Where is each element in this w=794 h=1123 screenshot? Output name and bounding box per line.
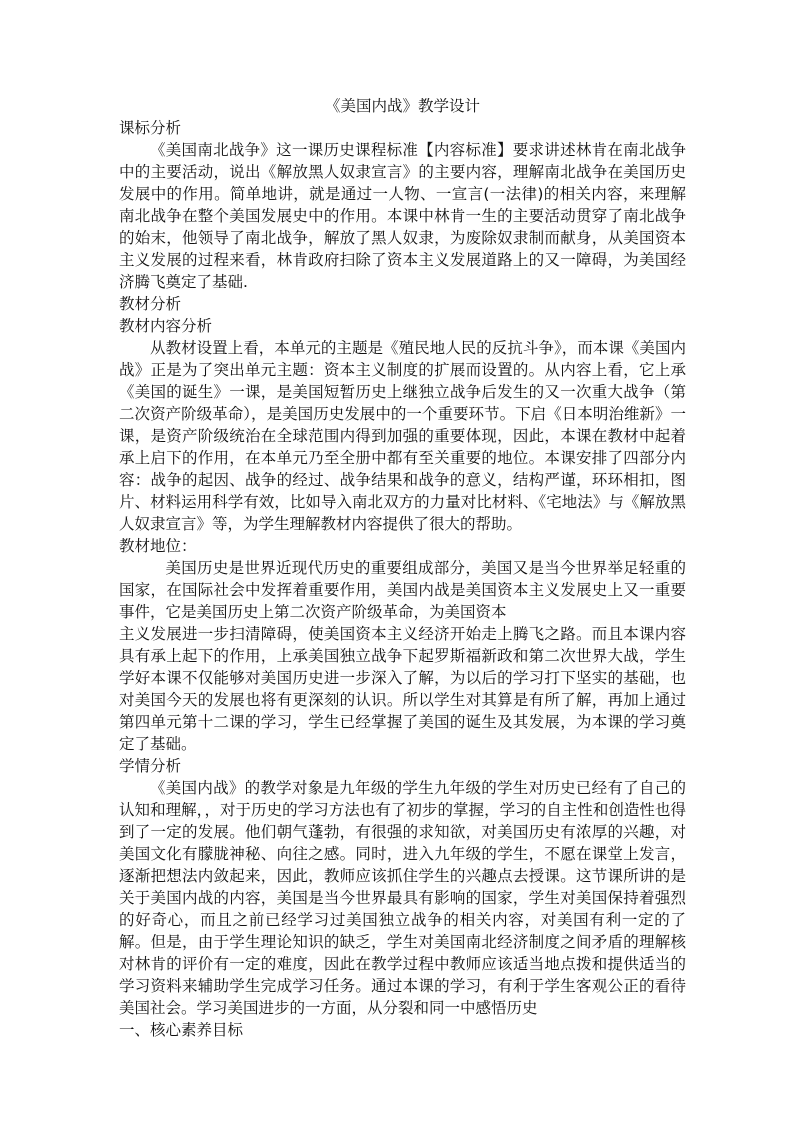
standard-analysis-paragraph: 《美国南北战争》这一课历史课程标准【内容标准】要求讲述林肯在南北战争中的主要活动，说出《解放黑人奴隶宣言》的主要内容，理解南北战争在美国历史发展中的作用。简单地讲，就是通过一人物、一宣言(一法律)的相关内容，来理解南北战争在整个美国发展史中的作用。本课中林肯一生的主要活动贯穿了南北战争的始末，他领导了南北战争，解放了黑人奴隶，为废除奴隶制而献身，从美国资本主义发展的过程来看，林肯政府扫除了资本主义发展道路上的又一障碍，为美国经济腾飞奠定了基础.: [119, 141, 686, 291]
subheading-textbook-content: 教材内容分析: [119, 317, 213, 335]
textbook-position-paragraph-2: 主义发展进一步扫清障碍，使美国资本主义经济开始走上腾飞之路。而且本课内容具有承上起下的作用，上承美国独立战争下起罗斯福新政和第二次世界大战，学生学好本课不仅能够对美国历史进一步深入了解，为以后的学习打下坚实的基础，也对美国今天的发展也将有更深刻的认识。所以学生对其算是有所了解，再加上通过第四单元第十二课的学习，学生已经掌握了美国的诞生及其发展，为本课的学习奠定了基础。: [119, 625, 686, 753]
document-page: [119, 95, 686, 1041]
textbook-position-paragraph-1: 美国历史是世界近现代历史的重要组成部分，美国又是当今世界举足轻重的国家，在国际社会中发挥着重要作用，美国内战是美国资本主义发展史上又一重要事件，它是美国历史上第二次资产阶级革命，为美国资本: [119, 559, 686, 621]
document-title: 《美国内战》教学设计: [324, 97, 480, 115]
section-heading-learner-analysis: 学情分析: [119, 757, 182, 775]
textbook-content-paragraph: 从教材设置上看，本单元的主题是《殖民地人民的反抗斗争》，而本课《美国内战》正是为了突出单元主题：资本主义制度的扩展而设置的。从内容上看，它上承《美国的诞生》一课，是美国短暂历史上继独立战争后发生的又一次重大战争（第二次资产阶级革命），是美国历史发展中的一个重要环节。下启《日本明治维新》一课，是资产阶级统治在全球范围内得到加强的重要体现，因此，本课在教材中起着承上启下的作用，在本单元乃至全册中都有至关重要的地位。本课安排了四部分内容：战争的起因、战争的经过、战争结果和战争的意义，结构严谨，环环相扣，图片、材料运用科学有效，比如导入南北双方的力量对比材料、《宅地法》与《解放黑人奴隶宣言》等，为学生理解教材内容提供了很大的帮助。: [119, 339, 686, 533]
section-heading-core-goals: 一、核心素养目标: [119, 1021, 244, 1039]
subheading-textbook-position: 教材地位：: [119, 537, 197, 555]
section-heading-standard-analysis: 课标分析: [119, 119, 182, 137]
section-heading-textbook-analysis: 教材分析: [119, 295, 182, 313]
learner-analysis-paragraph: 《美国内战》的教学对象是九年级的学生九年级的学生对历史已经有了自己的认知和理解，，对于历史的学习方法也有了初步的掌握，学习的自主性和创造性也得到了一定的发展。他们朝气蓬勃，有很强的求知欲，对美国历史有浓厚的兴趣，对美国文化有朦胧神秘、向往之感。同时，进入九年级的学生，不愿在课堂上发言，逐渐把想法内敛起来，因此，教师应该抓住学生的兴趣点去授课。这节课所讲的是关于美国内战的内容，美国是当今世界最具有影响的国家，学生对美国保持着强烈的好奇心，而且之前已经学习过美国独立战争的相关内容，对美国有利一定的了解。但是，由于学生理论知识的缺乏，学生对美国南北经济制度之间矛盾的理解核对林肯的评价有一定的难度，因此在教学过程中教师应该适当地点拨和提供适当的学习资料来辅助学生完成学习任务。通过本课的学习，有利于学生客观公正的看待美国社会。学习美国进步的一方面，从分裂和同一中感悟历史: [119, 779, 686, 1017]
